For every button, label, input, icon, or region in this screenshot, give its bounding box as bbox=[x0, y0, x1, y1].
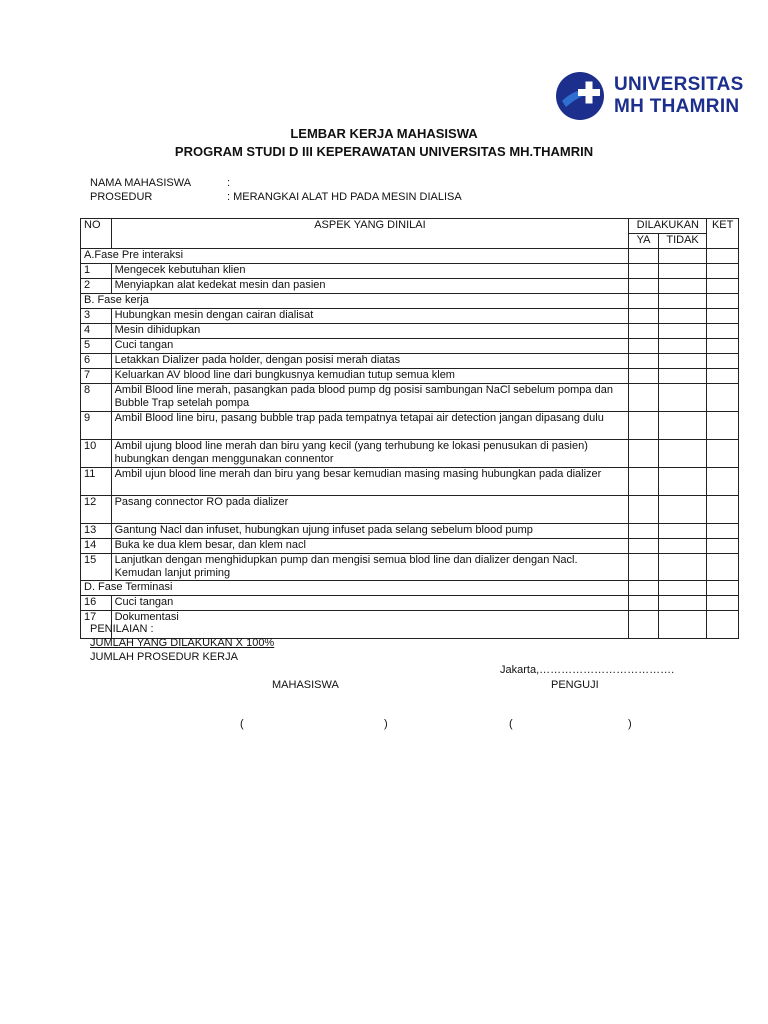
ket-cell bbox=[707, 339, 739, 354]
ket-cell bbox=[707, 539, 739, 554]
tidak-cell bbox=[658, 249, 707, 264]
header-no: NO bbox=[81, 219, 112, 249]
ket-cell bbox=[707, 581, 739, 596]
ya-cell bbox=[629, 369, 659, 384]
ket-cell bbox=[707, 611, 739, 639]
table-row bbox=[81, 264, 739, 279]
ket-cell bbox=[707, 294, 739, 309]
row-number: 2 bbox=[81, 279, 112, 294]
table-row bbox=[81, 384, 739, 412]
penilaian-numerator: JUMLAH YANG DILAKUKAN X 100% bbox=[90, 637, 275, 649]
nama-label: NAMA MAHASISWA bbox=[90, 177, 192, 189]
table-row bbox=[81, 440, 739, 468]
table-row bbox=[81, 339, 739, 354]
ya-cell bbox=[629, 324, 659, 339]
tidak-cell bbox=[658, 264, 707, 279]
penguji-label: PENGUJI bbox=[551, 679, 599, 691]
tidak-cell bbox=[658, 294, 707, 309]
table-row bbox=[81, 324, 739, 339]
ya-cell bbox=[629, 524, 659, 539]
row-number: 7 bbox=[81, 369, 112, 384]
ket-cell bbox=[707, 354, 739, 369]
ket-cell bbox=[707, 309, 739, 324]
ket-cell bbox=[707, 279, 739, 294]
row-number: 16 bbox=[81, 596, 112, 611]
row-aspek: Ambil Blood line biru, pasang bubble trap pada tempatnya tetapai air detection jangan dipasang dulu bbox=[111, 412, 629, 440]
tidak-cell bbox=[658, 524, 707, 539]
section-row bbox=[81, 581, 739, 596]
row-aspek: Gantung Nacl dan infuset, hubungkan ujung infuset pada selang sebelum blood pump bbox=[111, 524, 629, 539]
ya-cell bbox=[629, 279, 659, 294]
row-aspek: Ambil ujun blood line merah dan biru yang besar kemudian masing masing hubungkan pada dializer bbox=[111, 468, 629, 496]
penguji-sign-close: ) bbox=[628, 718, 632, 730]
header-dilakukan: DILAKUKAN bbox=[629, 219, 707, 234]
ket-cell bbox=[707, 524, 739, 539]
tidak-cell bbox=[658, 354, 707, 369]
ket-cell bbox=[707, 496, 739, 524]
place-date: Jakarta,………………………………. bbox=[500, 664, 675, 676]
table-row bbox=[81, 309, 739, 324]
table-row bbox=[81, 412, 739, 440]
row-aspek: Pasang connector RO pada dializer bbox=[111, 496, 629, 524]
ket-cell bbox=[707, 412, 739, 440]
ket-cell bbox=[707, 440, 739, 468]
row-number: 3 bbox=[81, 309, 112, 324]
logo-line1: UNIVERSITAS bbox=[614, 74, 744, 95]
penilaian-denominator: JUMLAH PROSEDUR KERJA bbox=[90, 651, 238, 663]
mahasiswa-sign-open: ( bbox=[240, 718, 244, 730]
page-title: LEMBAR KERJA MAHASISWA bbox=[290, 126, 478, 141]
tidak-cell bbox=[658, 324, 707, 339]
tidak-cell bbox=[658, 279, 707, 294]
row-number: 9 bbox=[81, 412, 112, 440]
row-aspek: Buka ke dua klem besar, dan klem nacl bbox=[111, 539, 629, 554]
nama-mahasiswa-row bbox=[90, 177, 230, 189]
section-row bbox=[81, 249, 739, 264]
row-number: 4 bbox=[81, 324, 112, 339]
row-aspek: Hubungkan mesin dengan cairan dialisat bbox=[111, 309, 629, 324]
row-aspek: Ambil Blood line merah, pasangkan pada blood pump dg posisi sambungan NaCl sebelum pompa dan Bubble Trap setelah pompa bbox=[111, 384, 629, 412]
prosedur-value: : MERANGKAI ALAT HD PADA MESIN DIALISA bbox=[227, 191, 462, 203]
ya-cell bbox=[629, 294, 659, 309]
ya-cell bbox=[629, 440, 659, 468]
tidak-cell bbox=[658, 539, 707, 554]
table-row bbox=[81, 596, 739, 611]
section-label: A.Fase Pre interaksi bbox=[81, 249, 629, 264]
section-row bbox=[81, 294, 739, 309]
page-subtitle: PROGRAM STUDI D III KEPERAWATAN UNIVERSITAS MH.THAMRIN bbox=[174, 144, 594, 159]
row-aspek: Keluarkan AV blood line dari bungkusnya kemudian tutup semua klem bbox=[111, 369, 629, 384]
table-row bbox=[81, 539, 739, 554]
tidak-cell bbox=[658, 596, 707, 611]
row-number: 10 bbox=[81, 440, 112, 468]
tidak-cell bbox=[658, 581, 707, 596]
mahasiswa-label: MAHASISWA bbox=[272, 679, 339, 691]
table-row bbox=[81, 468, 739, 496]
ya-cell bbox=[629, 354, 659, 369]
row-aspek: Lanjutkan dengan menghidupkan pump dan mengisi semua blod line dan dializer dengan Nacl. Kemudan lanjut priming bbox=[111, 554, 629, 581]
table-row bbox=[81, 279, 739, 294]
row-number: 15 bbox=[81, 554, 112, 581]
row-number: 12 bbox=[81, 496, 112, 524]
table-row bbox=[81, 524, 739, 539]
logo-emblem-icon bbox=[552, 71, 612, 121]
penilaian-label: PENILAIAN : bbox=[90, 623, 154, 635]
ya-cell bbox=[629, 496, 659, 524]
logo-line2: MH THAMRIN bbox=[614, 96, 740, 117]
table-row bbox=[81, 496, 739, 524]
ket-cell bbox=[707, 369, 739, 384]
row-number: 14 bbox=[81, 539, 112, 554]
table-row bbox=[81, 354, 739, 369]
header-ya: YA bbox=[629, 234, 659, 249]
ya-cell bbox=[629, 339, 659, 354]
ya-cell bbox=[629, 249, 659, 264]
row-aspek: Ambil ujung blood line merah dan biru yang kecil (yang terhubung ke lokasi penusukan di pasien) hubungkan dengan menggunakan connentor bbox=[111, 440, 629, 468]
row-aspek: Dokumentasi bbox=[111, 611, 629, 639]
university-logo bbox=[552, 71, 748, 121]
tidak-cell bbox=[658, 554, 707, 581]
header-tidak: TIDAK bbox=[658, 234, 707, 249]
ya-cell bbox=[629, 384, 659, 412]
ket-cell bbox=[707, 264, 739, 279]
row-number: 13 bbox=[81, 524, 112, 539]
row-number: 11 bbox=[81, 468, 112, 496]
ya-cell bbox=[629, 596, 659, 611]
ya-cell bbox=[629, 581, 659, 596]
table-row bbox=[81, 554, 739, 581]
ya-cell bbox=[629, 539, 659, 554]
ket-cell bbox=[707, 554, 739, 581]
tidak-cell bbox=[658, 309, 707, 324]
tidak-cell bbox=[658, 412, 707, 440]
ket-cell bbox=[707, 324, 739, 339]
ya-cell bbox=[629, 468, 659, 496]
tidak-cell bbox=[658, 339, 707, 354]
ya-cell bbox=[629, 611, 659, 639]
ket-cell bbox=[707, 384, 739, 412]
assessment-table bbox=[80, 218, 739, 639]
mahasiswa-sign-close: ) bbox=[384, 718, 388, 730]
ya-cell bbox=[629, 309, 659, 324]
tidak-cell bbox=[658, 384, 707, 412]
section-label: B. Fase kerja bbox=[81, 294, 629, 309]
row-aspek: Cuci tangan bbox=[111, 596, 629, 611]
row-number: 8 bbox=[81, 384, 112, 412]
header-ket: KET bbox=[707, 219, 739, 249]
tidak-cell bbox=[658, 369, 707, 384]
tidak-cell bbox=[658, 496, 707, 524]
ket-cell bbox=[707, 468, 739, 496]
tidak-cell bbox=[658, 468, 707, 496]
ket-cell bbox=[707, 249, 739, 264]
penguji-sign-open: ( bbox=[509, 718, 513, 730]
row-number: 6 bbox=[81, 354, 112, 369]
row-aspek: Letakkan Dializer pada holder, dengan posisi merah diatas bbox=[111, 354, 629, 369]
ket-cell bbox=[707, 596, 739, 611]
ya-cell bbox=[629, 412, 659, 440]
header-aspek: ASPEK YANG DINILAI bbox=[111, 219, 629, 249]
prosedur-label: PROSEDUR bbox=[90, 191, 153, 203]
row-aspek: Menyiapkan alat kedekat mesin dan pasien bbox=[111, 279, 629, 294]
ya-cell bbox=[629, 264, 659, 279]
section-label: D. Fase Terminasi bbox=[81, 581, 629, 596]
row-number: 17 bbox=[81, 611, 112, 639]
table-row bbox=[81, 611, 739, 639]
row-aspek: Cuci tangan bbox=[111, 339, 629, 354]
table-row bbox=[81, 369, 739, 384]
tidak-cell bbox=[658, 611, 707, 639]
ya-cell bbox=[629, 554, 659, 581]
row-number: 1 bbox=[81, 264, 112, 279]
row-aspek: Mengecek kebutuhan klien bbox=[111, 264, 629, 279]
row-number: 5 bbox=[81, 339, 112, 354]
prosedur-row bbox=[90, 191, 462, 203]
row-aspek: Mesin dihidupkan bbox=[111, 324, 629, 339]
nama-value: : bbox=[227, 177, 231, 189]
tidak-cell bbox=[658, 440, 707, 468]
